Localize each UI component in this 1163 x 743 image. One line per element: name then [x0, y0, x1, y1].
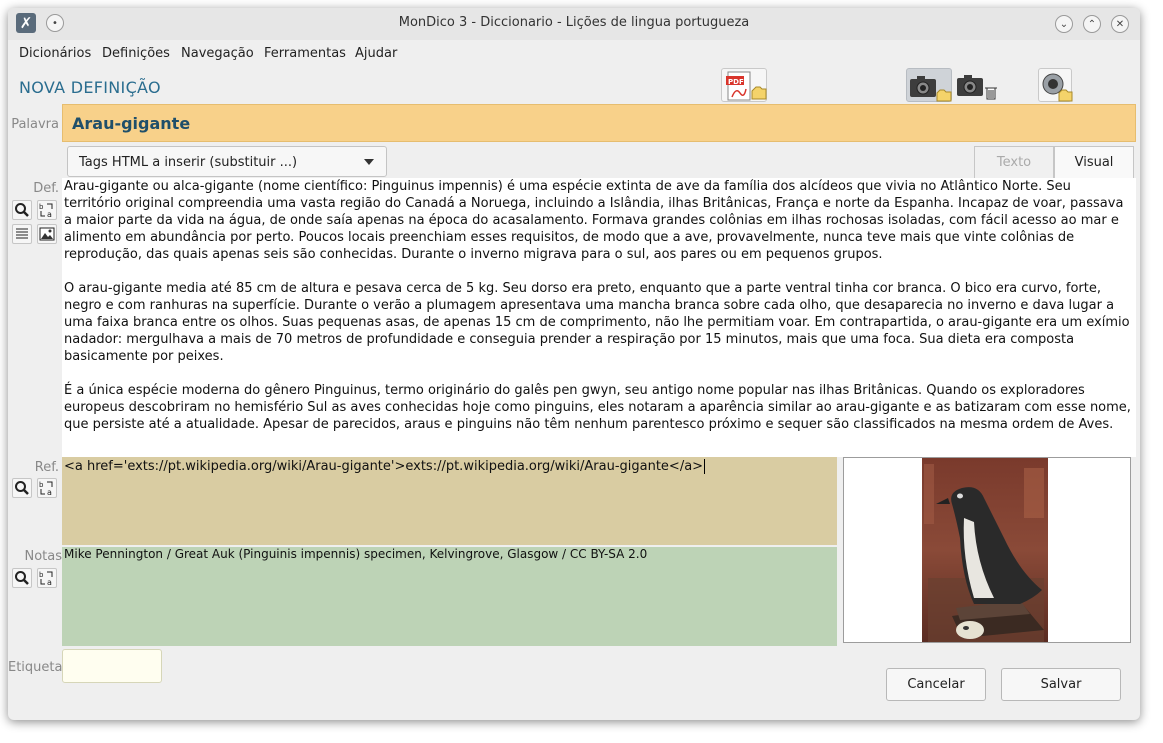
window-title: MonDico 3 - Diccionario - Lições de lingua portugueza	[398, 15, 750, 30]
menu-ajudar[interactable]: Ajudar	[355, 46, 398, 61]
definition-paragraph: É a única espécie moderna do gênero Pinguinus, termo originário do galês pen gwyn, seu antigo nome popular nas ilhas Britânicas. Quando os exploradores europeus descobriram no hemisfério Sul as aves conhecidas hoje como pinguins, eles notaram a aparência similar ao arau-gigante e as batizaram com esse nome, que persiste até a atualidade. Apesar de parecidos, araus e pinguins não têm nenhum parentesco próximo e sequer são classificados na mesma ordem de Aves.	[64, 383, 1131, 432]
window-menu-icon[interactable]: •	[46, 14, 64, 32]
menu-dicionarios[interactable]: Dicionários	[19, 46, 92, 61]
app-window	[8, 8, 1140, 720]
align-justify-icon[interactable]	[12, 224, 32, 244]
definition-editor[interactable]	[62, 178, 1136, 457]
image-preview[interactable]	[843, 457, 1131, 643]
app-logo-icon[interactable]: ✗	[16, 13, 36, 33]
word-label: Palavra	[11, 117, 59, 132]
text-cursor	[704, 459, 705, 474]
menu-definicoes[interactable]: Definições	[102, 46, 170, 61]
menu-bar	[8, 40, 1140, 68]
svg-text:a: a	[47, 210, 52, 219]
find-replace-icon[interactable]	[37, 478, 57, 498]
svg-text:b: b	[39, 481, 44, 489]
word-field[interactable]	[62, 104, 1136, 142]
menu-ferramentas[interactable]: Ferramentas	[264, 46, 346, 61]
notes-label: Notas	[24, 549, 62, 564]
tags-input[interactable]	[62, 649, 162, 683]
find-replace-icon[interactable]	[37, 200, 57, 220]
search-icon[interactable]	[12, 568, 32, 588]
search-icon[interactable]	[12, 478, 32, 498]
svg-text:a: a	[47, 488, 52, 497]
pdf-import-icon[interactable]	[721, 68, 767, 102]
title-bar	[8, 8, 1140, 40]
word-value: Arau-gigante	[72, 114, 191, 133]
tab-visual[interactable]: Visual	[1054, 146, 1134, 178]
insert-image-icon[interactable]	[37, 224, 57, 244]
close-icon[interactable]: ✕	[1111, 15, 1129, 33]
page-title: NOVA DEFINIÇÃO	[19, 78, 161, 97]
save-button[interactable]: Salvar	[1001, 668, 1121, 701]
find-replace-icon[interactable]	[37, 568, 57, 588]
html-tags-dropdown-label: Tags HTML a inserir (substituir ...)	[79, 155, 298, 170]
definition-paragraph: O arau-gigante media até 85 cm de altura e pesava cerca de 5 kg. Seu dorso era preto, enquanto que a parte ventral tinha cor branca. O bico era curvo, forte, negro e com ranhuras na superfície. Durante o verão a plumagem apresentava uma mancha branca sobre cada olho, que desaparecia no inverno e dava lugar a uma faixa branca entre os olhos. Suas pequenas asas, de apenas 15 cm de comprimento, não lhe permitiam voar. Em contrapartida, o arau-gigante era um exímio nadador: mergulhava a mais de 70 metros de profundidade e conseguia prender a respiração por 15 minutos, mais que uma foca. Sua dieta era composta basicamente por peixes.	[64, 281, 1130, 364]
chevron-down-icon	[364, 159, 374, 165]
audio-open-icon[interactable]	[1038, 68, 1072, 102]
minimize-icon[interactable]: ⌄	[1055, 15, 1073, 33]
camera-open-icon[interactable]	[906, 68, 952, 102]
svg-text:b: b	[39, 571, 44, 579]
notes-value: Mike Pennington / Great Auk (Pinguinis impennis) specimen, Kelvingrove, Glasgow / CC BY-SA 2.0	[64, 547, 648, 561]
maximize-icon[interactable]: ⌃	[1083, 15, 1101, 33]
cancel-button[interactable]: Cancelar	[886, 668, 986, 701]
reference-value: <a href='exts://pt.wikipedia.org/wiki/Arau-gigante'>exts://pt.wikipedia.org/wiki/Arau-gigante</a>	[64, 459, 704, 474]
svg-text:PDF: PDF	[728, 78, 744, 86]
definition-paragraph: Arau-gigante ou alca-gigante (nome científico: Pinguinus impennis) é uma espécie extinta de ave da família dos alcídeos que vivia no Atlântico Norte. Seu território original compreendia uma vasta região do Canadá a Noruega, incluindo a Islândia, ilhas Britânicas, França e norte da Espanha. Incapaz de voar, passava a maior parte da vida na água, de onde saía apenas na época do acasalamento. Formava grandes colônias em ilhas rochosas isoladas, com fácil acesso ao mar e alimento em abundância por perto. Poucos locais preenchiam esses requisitos, de modo que a ave, provavelmente, nunca teve mais que vinte colônias de reprodução, das quais apenas seis são conhecidas. Durante o inverno migrava para o sul, aos pares ou em pequenos grupos.	[64, 179, 1124, 262]
menu-navegacao[interactable]: Navegação	[181, 46, 254, 61]
svg-text:b: b	[39, 203, 44, 211]
search-icon[interactable]	[12, 200, 32, 220]
ref-label: Ref.	[34, 460, 59, 475]
reference-field[interactable]	[62, 457, 837, 545]
great-auk-photo	[844, 458, 1130, 642]
svg-text:a: a	[47, 578, 52, 587]
camera-delete-icon[interactable]	[954, 68, 1000, 102]
tags-label: Etiqueta	[8, 660, 63, 675]
def-label: Def.	[33, 181, 59, 196]
notes-field[interactable]	[62, 547, 837, 646]
tab-texto[interactable]: Texto	[974, 146, 1054, 178]
html-tags-dropdown[interactable]	[67, 146, 387, 177]
